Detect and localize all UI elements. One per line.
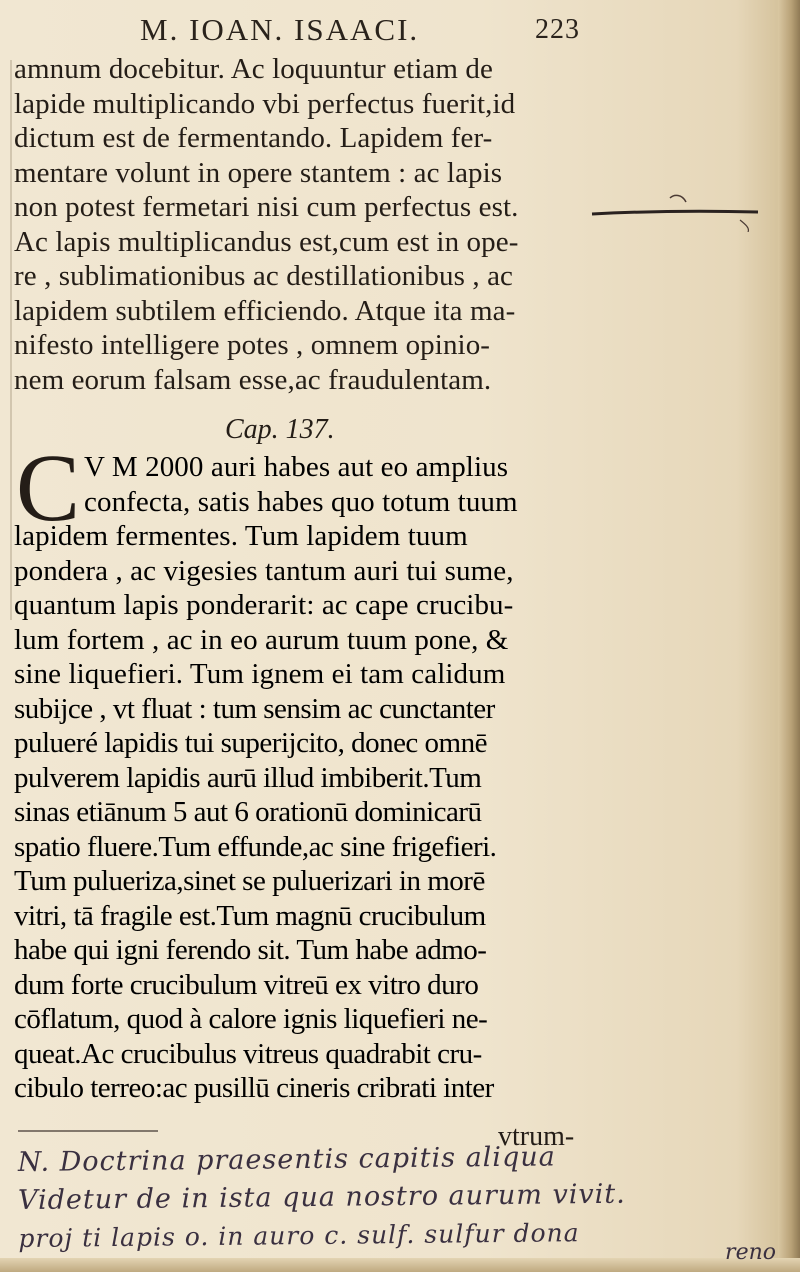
text-line: V M 2000 auri habes aut eo amplius	[84, 451, 509, 483]
text-line: habe qui igni ferendo sit. Tum habe admo-	[14, 934, 487, 966]
text-line: dictum est de fermentando. Lapidem fer-	[14, 122, 493, 154]
running-header	[140, 8, 580, 52]
marginal-pointer-mark	[590, 192, 760, 232]
text-line: cōflatum, quod à calore ignis liquefieri ne-	[14, 1003, 488, 1035]
text-line: sine liquefieri. Tum ignem ei tam calidum	[14, 658, 506, 690]
text-line: lapide multiplicando vbi perfectus fuerit,id	[14, 87, 516, 120]
text-line: nifesto intelligere potes , omnem opinio-	[14, 329, 491, 361]
text-line: lapidem fermentes. Tum lapidem tuum	[14, 520, 468, 552]
handwritten-annotation	[17, 1136, 788, 1258]
text-line: pulverem lapidis aurū illud imbiberit.Tum	[14, 761, 482, 794]
folio-number: 223	[535, 14, 580, 45]
paragraph-2	[14, 519, 594, 1106]
text-line: re , sublimationibus ac destillationibus , ac	[14, 260, 514, 292]
page-edge-right	[778, 0, 800, 1272]
margin-line	[10, 60, 12, 620]
text-line: amnum docebitur. Ac loquuntur etiam de	[14, 53, 493, 85]
text-line: Tum pulueriza,sinet se puluerizari in morē	[14, 865, 485, 897]
text-line: spatio fluere.Tum effunde,ac sine frigefieri.	[14, 830, 497, 863]
text-line: sinas etiānum 5 aut 6 orationū dominicarū	[14, 796, 482, 828]
text-line: lum fortem , ac in eo aurum tuum pone, &	[14, 623, 509, 656]
text-line: cibulo terreo:ac pusillū cineris cribrati inter	[14, 1072, 494, 1104]
handwritten-line: N. Doctrina praesentis capitis aliqua	[17, 1141, 556, 1179]
text-line: queat.Ac crucibulus vitreus quadrabit cru-	[14, 1037, 482, 1070]
text-line: lapidem subtilem efficiendo. Atque ita ma-	[14, 294, 516, 327]
page-edge-bottom	[0, 1258, 800, 1272]
chapter-heading: Cap. 137.	[225, 414, 335, 445]
text-line: pondera , ac vigesies tantum auri tui sume,	[14, 554, 514, 587]
text-line: mentare volunt in opere stantem : ac lapis	[14, 156, 503, 189]
text-line: Ac lapis multiplicandus est,cum est in ope-	[14, 225, 519, 258]
paragraph-1	[14, 52, 594, 397]
ink-underline	[18, 1130, 158, 1132]
text-line: dum forte crucibulum vitreū ex vitro duro	[14, 968, 479, 1001]
text-line: quantum lapis ponderarit: ac cape crucibu-	[14, 589, 514, 621]
text-line: subijce , vt fluat : tum sensim ac cunctanter	[14, 692, 495, 725]
drop-cap-letter: C	[16, 434, 81, 541]
catchword: vtrum-	[498, 1121, 575, 1152]
text-line: non potest fermetari nisi cum perfectus est.	[14, 191, 519, 223]
handwritten-line: proj ti lapis o. in auro c. sulf. sulfur dona	[18, 1218, 580, 1254]
handwritten-line: Videtur de in ista qua nostro aurum vivit.	[17, 1178, 626, 1217]
running-title: M. IOAN. ISAACI.	[140, 12, 420, 47]
text-line: nem eorum falsam esse,ac fraudulentam.	[14, 363, 492, 396]
text-line: pulueré lapidis tui superijcito, donec omnē	[14, 727, 487, 759]
text-line: confecta, satis habes quo totum tuum	[84, 485, 518, 518]
handwritten-tail: reno	[725, 1240, 776, 1265]
text-line: vitri, tā fragile est.Tum magnū crucibulum	[14, 899, 486, 932]
